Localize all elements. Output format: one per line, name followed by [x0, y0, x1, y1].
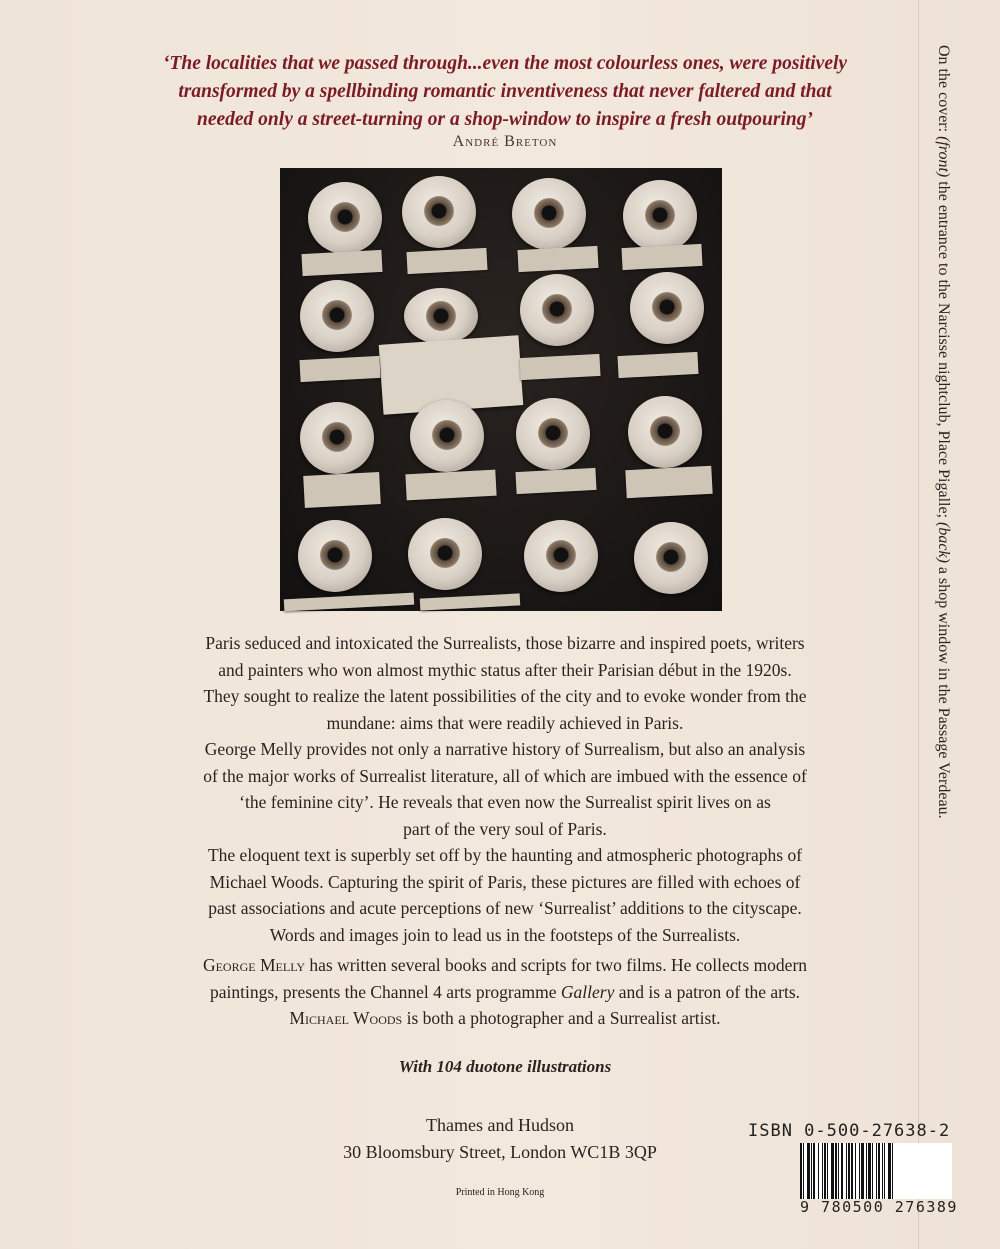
- quote-line: needed only a street-turning or a shop-window to inspire a fresh outpouring’: [197, 109, 813, 130]
- specimen-label: [617, 352, 698, 378]
- glass-eye: [408, 518, 482, 590]
- publisher-address: 30 Bloomsbury Street, London WC1B 3QP: [343, 1142, 657, 1162]
- illustrations-note: With 104 duotone illustrations: [398, 1057, 612, 1076]
- glass-eye: [628, 396, 702, 468]
- specimen-label: [519, 354, 600, 380]
- glass-eye: [634, 522, 708, 594]
- glass-eye: [298, 520, 372, 592]
- publisher-block: [230, 1112, 770, 1166]
- barcode: [800, 1143, 952, 1199]
- specimen-label: [405, 470, 496, 501]
- specimen-label: [517, 246, 598, 272]
- quote-line: ‘The localities that we passed through...even the most colourless ones, were positively: [162, 53, 848, 74]
- description-line: of the major works of Surrealist literature, all of which are imbued with the essence of: [203, 765, 807, 786]
- specimen-label: [284, 593, 414, 612]
- description-line: and painters who won almost mythic status after their Parisian début in the 1920s.: [218, 659, 792, 680]
- author-name: George Melly: [202, 955, 305, 975]
- epigraph-quote: [110, 50, 900, 134]
- glass-eye: [308, 182, 382, 254]
- printed-in: Printed in Hong Kong: [455, 1187, 545, 1198]
- description-line: mundane: aims that were readily achieved in Paris.: [326, 712, 684, 733]
- description-line: The eloquent text is superbly set off by the haunting and atmospheric photographs of: [207, 845, 803, 865]
- publisher-name: Thames and Hudson: [426, 1115, 574, 1135]
- author-bio-line: paintings, presents the Channel 4 arts programme Gallery and is a patron of the arts.: [210, 981, 800, 1002]
- programme-title: Gallery: [560, 981, 615, 1002]
- description-line: Paris seduced and intoxicated the Surrealists, those bizarre and inspired poets, writers: [205, 633, 805, 653]
- glass-eye: [404, 288, 478, 344]
- description-line: George Melly provides not only a narrative history of Surrealism, but also an analysis: [204, 739, 806, 759]
- spine-fold-line: [918, 0, 919, 1249]
- description-line: Michael Woods. Capturing the spirit of Paris, these pictures are filled with echoes of: [209, 871, 801, 892]
- glass-eye: [300, 402, 374, 474]
- photographer-bio-line: Michael Woods is both a photographer and a Surrealist artist.: [289, 1008, 721, 1028]
- glass-eye: [630, 272, 704, 344]
- specimen-label: [515, 468, 596, 494]
- glass-eye: [516, 398, 590, 470]
- specimen-label: [625, 466, 712, 498]
- barcode-number: 9 780500 276389: [800, 1198, 958, 1216]
- author-bio-line: George Melly has written several books and scripts for two films. He collects modern: [202, 955, 808, 975]
- glass-eye: [623, 180, 697, 252]
- specimen-label: [299, 356, 380, 382]
- specimen-label: [303, 472, 381, 508]
- photographer-name: Michael Woods: [289, 1008, 403, 1028]
- glass-eye: [512, 178, 586, 250]
- glass-eye: [300, 280, 374, 352]
- isbn-label: ISBN 0-500-27638-2: [748, 1121, 951, 1141]
- quote-line: transformed by a spellbinding romantic inventiveness that never faltered and that: [178, 81, 832, 102]
- specimen-label: [301, 250, 382, 276]
- description-line: They sought to realize the latent possibilities of the city and to evoke wonder from the: [203, 686, 807, 706]
- eye-specimen-photo: [280, 168, 722, 611]
- specimen-label: [420, 593, 520, 610]
- glass-eye: [524, 520, 598, 592]
- description-line: past associations and acute perceptions of new ‘Surrealist’ additions to the cityscape.: [208, 898, 802, 918]
- specimen-label: [621, 244, 702, 270]
- glass-eye: [520, 274, 594, 346]
- glass-eye: [410, 400, 484, 472]
- description-line: ‘the feminine city’. He reveals that even now the Surrealist spirit lives on as: [239, 792, 771, 812]
- specimen-label: [406, 248, 487, 274]
- quote-author: André Breton: [452, 133, 558, 150]
- barcode-bar: [893, 1143, 895, 1199]
- description-line: Words and images join to lead us in the footsteps of the Surrealists.: [269, 924, 741, 945]
- spine-caption: On the cover: (front) the entrance to the Narcisse nightclub, Place Pigalle; (back) a shop window in the Passage Verdeau.: [935, 45, 952, 819]
- description: [110, 630, 900, 1032]
- description-line: part of the very soul of Paris.: [403, 818, 607, 839]
- glass-eye: [402, 176, 476, 248]
